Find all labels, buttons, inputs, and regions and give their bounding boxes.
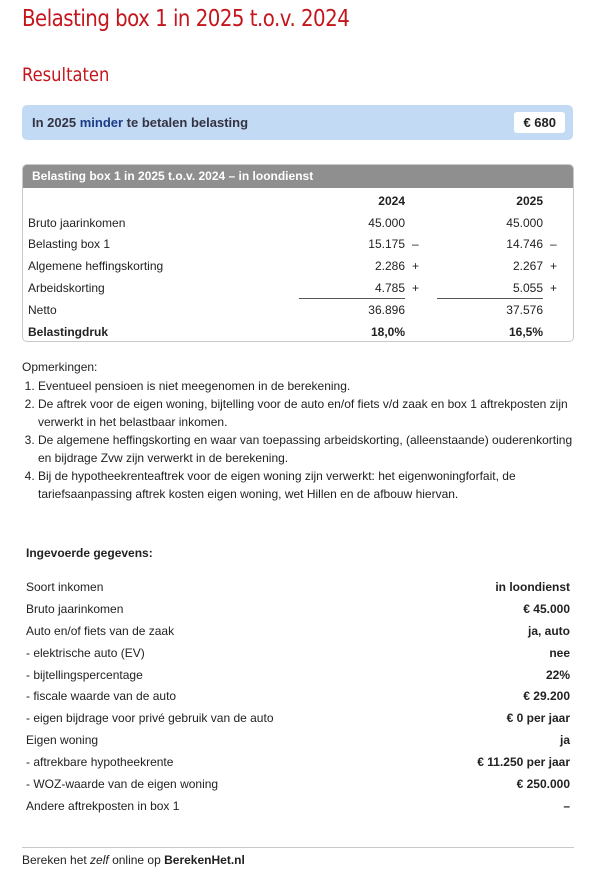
value-2024: 45.000 [368, 215, 405, 230]
sign-2024 [405, 299, 437, 321]
row-label: Belastingdruk [28, 324, 109, 339]
calculation-table [23, 190, 573, 342]
result-summary [22, 105, 573, 140]
input-value: € 29.200 [523, 689, 570, 704]
table-row [22, 773, 574, 795]
list-item: 2. De aftrek voor de eigen woning, bijtelling voor de auto en/of fiets v/d zaak en box 1 aftrekposten zijn verwerkt in het belastbaar inkomen. [38, 395, 577, 431]
input-label: - eigen bijdrage voor privé gebruik van de auto [26, 711, 274, 726]
table-row [23, 277, 573, 299]
column-header-2024: 2024 [378, 193, 405, 208]
table-row-belastingdruk [23, 321, 573, 342]
sign-2024 [405, 321, 437, 342]
inputs-table [22, 576, 574, 817]
row-label: Arbeidskorting [28, 281, 105, 296]
input-value: € 250.000 [516, 776, 570, 791]
input-value: in loondienst [495, 579, 570, 594]
value-2024: 2.286 [374, 259, 405, 274]
sign-2025 [543, 212, 573, 234]
table-row [22, 620, 574, 642]
input-label: Soort inkomen [26, 579, 104, 594]
calculation-card-header: Belasting box 1 in 2025 t.o.v. 2024 – in loondienst [23, 165, 573, 188]
sign-2025 [543, 321, 573, 342]
column-header-2025: 2025 [516, 193, 543, 208]
input-label: Andere aftrekposten in box 1 [26, 798, 180, 813]
value-2025: 45.000 [506, 215, 543, 230]
input-value: – [563, 798, 570, 813]
section-title-results: Resultaten [22, 64, 110, 86]
input-value: nee [549, 645, 570, 660]
input-label: Eigen woning [26, 733, 99, 748]
value-2024: 36.896 [299, 299, 405, 321]
footer-italic: zelf [90, 853, 109, 867]
table-row [22, 707, 574, 729]
sign-2024: + [412, 281, 420, 296]
footer: Bereken het zelf online op BerekenHet.nl [22, 853, 245, 867]
input-label: - bijtellingspercentage [26, 667, 143, 682]
result-amount: € 680 [514, 112, 565, 133]
input-label: - WOZ-waarde van de eigen woning [26, 776, 219, 791]
list-item: 4. Bij de hypotheekrenteaftrek voor de eigen woning zijn verwerkt: het eigenwoningforfait, de tariefsaanpassing aftrek kosten eigen woning, wet Hillen en de afbouw hiervan. [38, 467, 577, 503]
row-label: Netto [28, 302, 57, 317]
row-label: Bruto jaarinkomen [28, 215, 126, 230]
list-item: 1. Eventueel pensioen is niet meegenomen in de berekening. [38, 377, 577, 395]
page-title: Belasting box 1 in 2025 t.o.v. 2024 [22, 6, 350, 32]
table-row-netto [23, 299, 573, 321]
table-row [23, 212, 573, 234]
table-row [22, 598, 574, 620]
sign-2024 [405, 212, 437, 234]
input-label: Bruto jaarinkomen [26, 601, 124, 616]
value-2024: 18,0% [370, 324, 405, 339]
input-label: Auto en/of fiets van de zaak [26, 623, 175, 638]
sign-2025 [543, 299, 573, 321]
value-2025: 37.576 [437, 299, 543, 321]
inputs-title: Ingevoerde gegevens: [26, 546, 153, 560]
value-2025: 14.746 [506, 237, 543, 252]
sign-2024: + [412, 259, 420, 274]
sign-2025: + [550, 281, 558, 296]
input-label: - aftrekbare hypotheekrente [26, 755, 174, 770]
sign-2024: – [412, 237, 419, 252]
input-value: ja [559, 733, 570, 748]
remarks-title: Opmerkingen: [22, 360, 98, 374]
value-2024: 15.175 [368, 237, 405, 252]
row-label: Belasting box 1 [28, 237, 111, 252]
input-label: - elektrische auto (EV) [26, 645, 145, 660]
input-value: € 0 per jaar [506, 711, 570, 726]
table-row [22, 685, 574, 707]
footer-divider [22, 847, 574, 848]
table-row [22, 751, 574, 773]
table-row [22, 576, 574, 598]
table-row [22, 664, 574, 686]
input-value: € 11.250 per jaar [477, 755, 570, 770]
remarks-list [22, 377, 577, 503]
result-text: In 2025 minder te betalen belasting [32, 115, 249, 130]
row-label: Algemene heffingskorting [28, 259, 164, 274]
sign-2025: – [550, 237, 557, 252]
value-2025: 2.267 [512, 259, 543, 274]
input-value: 22% [545, 667, 570, 682]
value-2025: 5.055 [512, 280, 543, 295]
value-2024: 4.785 [374, 280, 405, 295]
table-row [23, 255, 573, 277]
input-value: ja, auto [527, 623, 570, 638]
table-row [22, 642, 574, 664]
footer-brand-link[interactable]: BerekenHet.nl [164, 853, 245, 867]
input-label: - fiscale waarde van de auto [26, 689, 177, 704]
table-header-row [23, 190, 573, 212]
sign-2025: + [550, 259, 558, 274]
input-value: € 45.000 [523, 601, 570, 616]
table-row [22, 729, 574, 751]
result-highlight: minder [79, 115, 124, 130]
table-row [23, 234, 573, 256]
table-row [22, 795, 574, 817]
calculation-card [22, 164, 574, 342]
list-item: 3. De algemene heffingskorting en waar van toepassing arbeidskorting, (alleenstaande) ouderenkorting en bijdrage Zvw zijn verwerkt in de berekening. [38, 431, 577, 467]
value-2025: 16,5% [508, 324, 543, 339]
